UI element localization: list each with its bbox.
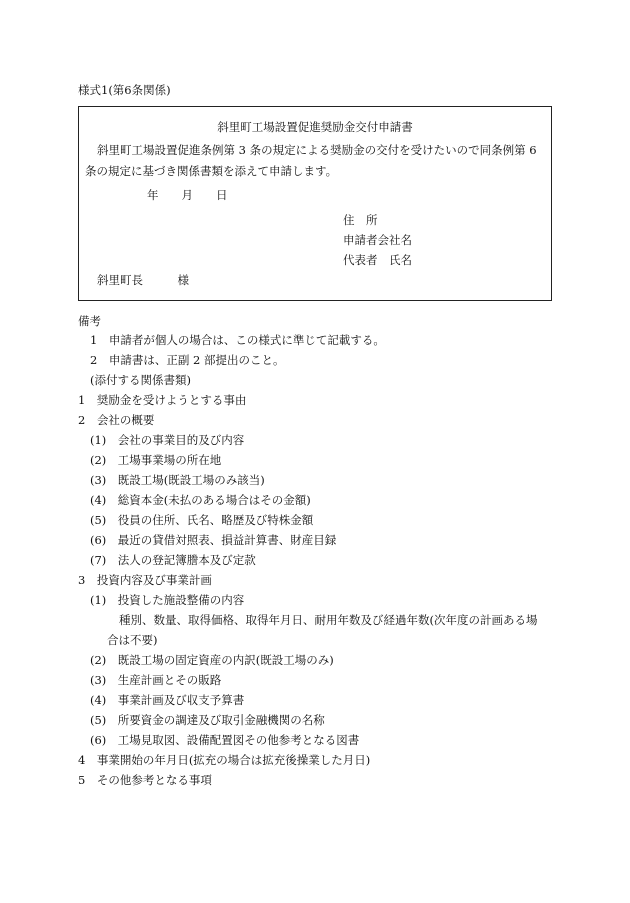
attachment-detail: 種別、数量、取得価格、取得年月日、耐用年数及び経過年数(次年度の計画ある場: [119, 613, 538, 627]
note-item: 2 申請書は、正副 2 部提出のこと。: [90, 353, 285, 367]
attachment-detail-continued: 合は不要): [107, 633, 158, 647]
attachment-subitem: (5) 役員の住所、氏名、略歴及び特株金額: [90, 513, 314, 527]
attachment-item: 4 事業開始の年月日(拡充の場合は拡充後操業した月日): [78, 753, 371, 767]
form-number-label: 様式1(第6条関係): [78, 83, 171, 97]
attachment-subitem: (2) 工場事業場の所在地: [90, 453, 222, 467]
attachment-subitem: (6) 最近の貸借対照表、損益計算書、財産目録: [90, 533, 337, 547]
form-body-line-2: 条の規定に基づき関係書類を添えて申請します。: [85, 164, 338, 178]
attachment-subitem: (4) 事業計画及び収支予算書: [90, 693, 245, 707]
attachment-subitem: (4) 総資本金(未払のある場合はその金額): [90, 493, 311, 507]
application-form-box: [78, 106, 552, 301]
addressee-line: 斜里町長 様: [97, 273, 189, 287]
address-label: 住 所: [343, 213, 378, 227]
attachment-subitem: (5) 所要資金の調達及び取引金融機関の名称: [90, 713, 325, 727]
attachments-heading: (添付する関係書類): [90, 373, 191, 387]
attachment-subitem: (2) 既設工場の固定資産の内訳(既設工場のみ): [90, 653, 334, 667]
attachment-subitem: (3) 既設工場(既設工場のみ該当): [90, 473, 265, 487]
attachment-subitem: (7) 法人の登記簿謄本及び定款: [90, 553, 256, 567]
attachment-subitem: (3) 生産計画とその販路: [90, 673, 222, 687]
attachment-subitem: (1) 会社の事業目的及び内容: [90, 433, 245, 447]
notes-heading: 備考: [78, 314, 101, 328]
note-item: 1 申請者が個人の場合は、この様式に準じて記載する。: [90, 333, 385, 347]
form-title: 斜里町工場設置促進奨励金交付申請書: [217, 120, 413, 134]
attachment-item: 1 奨励金を受けようとする事由: [78, 393, 247, 407]
company-name-label: 申請者会社名: [343, 233, 412, 247]
attachment-item: 3 投資内容及び事業計画: [78, 573, 212, 587]
form-body-line-1: 斜里町工場設置促進条例第 3 条の規定による奨励金の交付を受けたいので同条例第 6: [97, 143, 537, 157]
attachment-item: 5 その他参考となる事項: [78, 773, 212, 787]
attachment-item: 2 会社の概要: [78, 413, 155, 427]
attachment-subitem: (6) 工場見取図、設備配置図その他参考となる図書: [90, 733, 360, 747]
representative-label: 代表者 氏名: [343, 253, 412, 267]
date-line: 年 月 日: [147, 188, 228, 202]
attachment-subitem: (1) 投資した施設整備の内容: [90, 593, 245, 607]
